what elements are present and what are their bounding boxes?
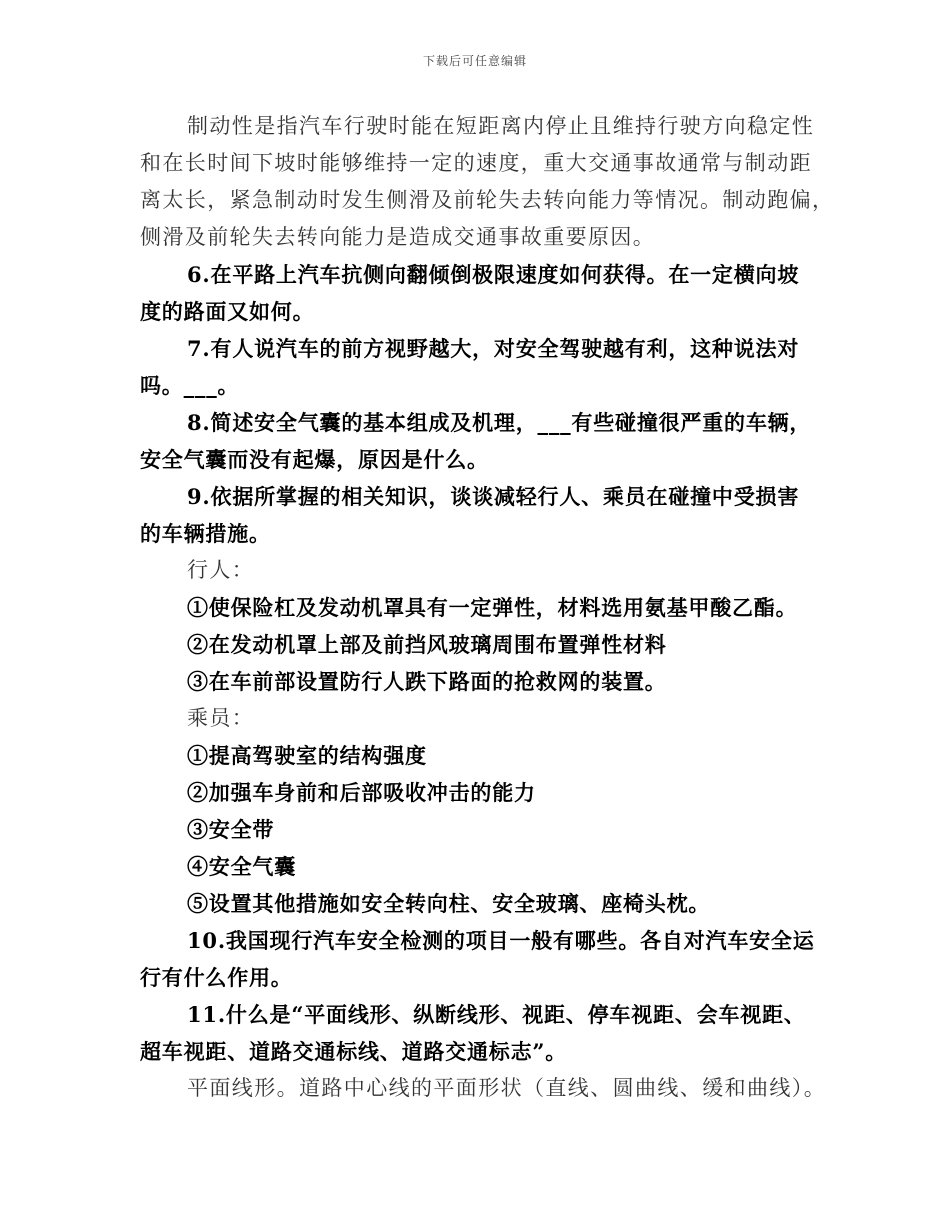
text-line: ①提高驾驶室的结构强度: [187, 743, 427, 768]
text-line: ⑤设置其他措施如安全转向柱、安全玻璃、座椅头枕。: [187, 891, 711, 916]
text-line: 的车辆措施。: [140, 521, 271, 546]
text-line: 安全气囊而没有起爆，原因是什么。: [140, 447, 489, 472]
text-line: 离太长，紧急制动时发生侧滑及前轮失去转向能力等情况。制动跑偏，: [140, 188, 835, 212]
text-line: 8.简述安全气囊的基本组成及机理，___有些碰撞很严重的车辆，: [187, 410, 812, 435]
text-line: 9.依据所掌握的相关知识，谈谈减轻行人、乘员在碰撞中受损害: [187, 484, 800, 509]
text-line: ①使保险杠及发动机罩具有一定弹性，材料选用氨基甲酸乙酯。: [187, 595, 798, 620]
text-line: 平面线形。道路中心线的平面形状（直线、圆曲线、缓和曲线）。: [187, 1076, 827, 1100]
text-line: 10.我国现行汽车安全检测的项目一般有哪些。各自对汽车安全运: [187, 928, 815, 953]
text-line: 乘员：: [187, 706, 255, 730]
text-line: 侧滑及前轮失去转向能力是造成交通事故重要原因。: [140, 225, 656, 249]
text-line: 和在长时间下坡时能够维持一定的速度，重大交通事故通常与制动距: [140, 151, 812, 175]
text-line: ②加强车身前和后部吸收冲击的能力: [187, 780, 536, 805]
text-line: 度的路面又如何。: [140, 299, 315, 324]
text-line: ④安全气囊: [187, 854, 296, 879]
text-line: 超车视距、道路交通标线、道路交通标志”。: [140, 1039, 568, 1064]
document-body: [140, 108, 835, 1107]
text-line: ②在发动机罩上部及前挡风玻璃周围布置弹性材料: [187, 632, 667, 657]
text-line: 制动性是指汽车行驶时能在短距离内停止且维持行驶方向稳定性: [187, 114, 815, 138]
text-line: 11.什么是“平面线形、纵断线形、视距、停车视距、会车视距、: [187, 1002, 806, 1027]
text-line: ③安全带: [187, 817, 275, 842]
text-line: 行人：: [187, 558, 255, 582]
text-line: 6.在平路上汽车抗侧向翻倾倒极限速度如何获得。在一定横向坡: [187, 262, 800, 287]
text-line: ③在车前部设置防行人跌下路面的抢救网的装置。: [187, 669, 667, 694]
text-line: 吗。___。: [140, 373, 240, 398]
text-line: 7.有人说汽车的前方视野越大，对安全驾驶越有利，这种说法对: [187, 336, 800, 361]
text-line: 行有什么作用。: [140, 965, 293, 990]
page-header: 下载后可任意编辑: [422, 54, 527, 68]
